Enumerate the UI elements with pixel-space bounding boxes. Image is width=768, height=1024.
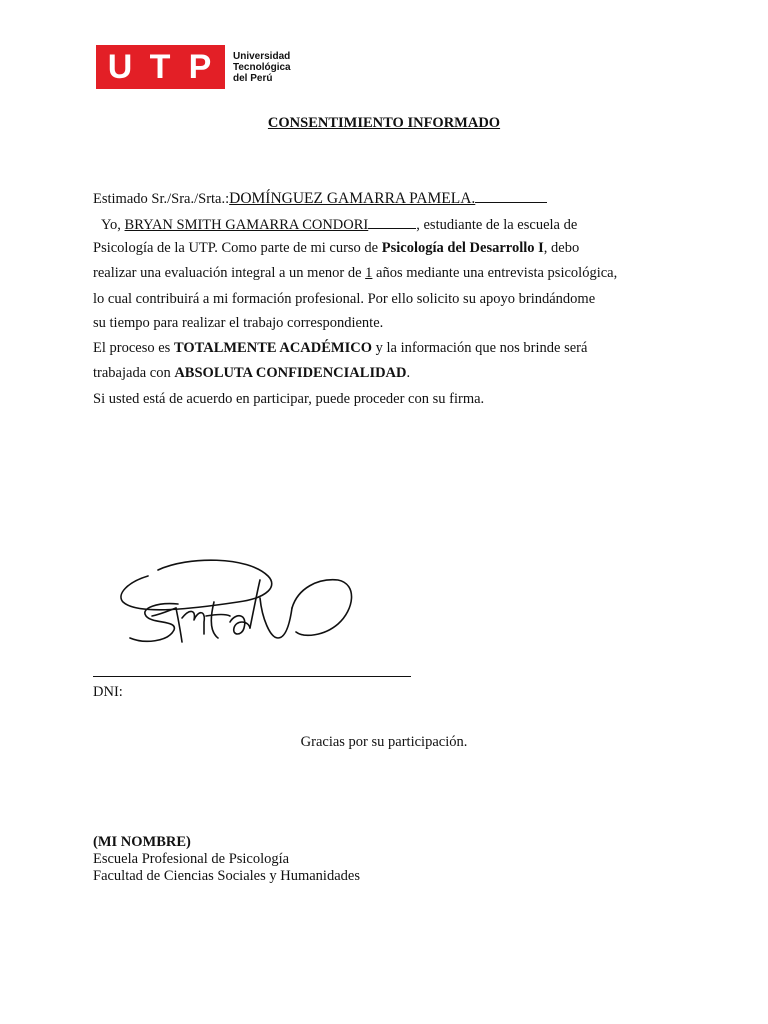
utp-logo [96,45,291,89]
author-name: (MI NOMBRE) [93,834,191,850]
logo-line-2: Tecnológica [233,61,291,73]
body-text: El proceso es [93,340,174,356]
dni-label: DNI: [93,684,123,700]
academic-emphasis: TOTALMENTE ACADÉMICO [173,340,372,356]
logo-line-1: Universidad [233,50,291,62]
body-line-4: lo cual contribuirá a mi formación profesional. Por ello solicito su apoyo brindándome [93,291,596,307]
recipient-name: DOMÍNGUEZ GAMARRA PAMELA. [229,190,476,207]
document-title: CONSENTIMIENTO INFORMADO [267,115,501,131]
logo-wordmark [233,51,291,84]
body-line-8: Si usted está de acuerdo en participar, puede proceder con su firma. [93,391,485,407]
body-text: Psicología de la UTP. Como parte de mi curso de [93,240,382,256]
recipient-blank [475,188,547,203]
body-text: . [406,365,411,381]
handwritten-signature [118,558,358,650]
body-line-2 [93,240,579,257]
after-name-text: , estudiante de la escuela de [416,217,578,233]
body-text: , debo [543,240,580,256]
signature-line [93,676,411,677]
confidentiality-emphasis: ABSOLUTA CONFIDENCIALIDAD [174,365,407,381]
logo-line-3: del Perú [233,72,273,84]
student-name: BRYAN SMITH GAMARRA CONDORI [124,217,369,233]
logo-letter-u: U [107,47,134,86]
greeting-line [93,188,547,208]
child-age: 1 [365,265,373,281]
body-line-6 [93,340,587,357]
body-line-3 [93,265,617,282]
body-text: y la información que nos brinde será [372,340,588,356]
logo-letter-t: T [149,47,172,86]
greeting-prefix: Estimado Sr./Sra./Srta.: [93,191,230,207]
body-line-1 [101,214,577,234]
body-line-5: su tiempo para realizar el trabajo correspondiente. [93,315,384,331]
author-block [93,834,360,885]
body-text: realizar una evaluación integral a un menor de [93,265,366,281]
thanks-text: Gracias por su participación. [300,734,468,750]
course-name: Psicología del Desarrollo I [381,240,544,256]
utp-logo-mark [96,45,225,89]
yo-text: Yo, [101,217,125,233]
logo-letter-p: P [188,47,213,86]
body-line-7 [93,365,410,382]
student-blank [368,214,416,229]
author-school: Escuela Profesional de Psicología [93,851,290,867]
body-text: años mediante una entrevista psicológica, [372,265,618,281]
author-faculty: Facultad de Ciencias Sociales y Humanidades [93,868,360,884]
body-text: trabajada con [93,365,175,381]
